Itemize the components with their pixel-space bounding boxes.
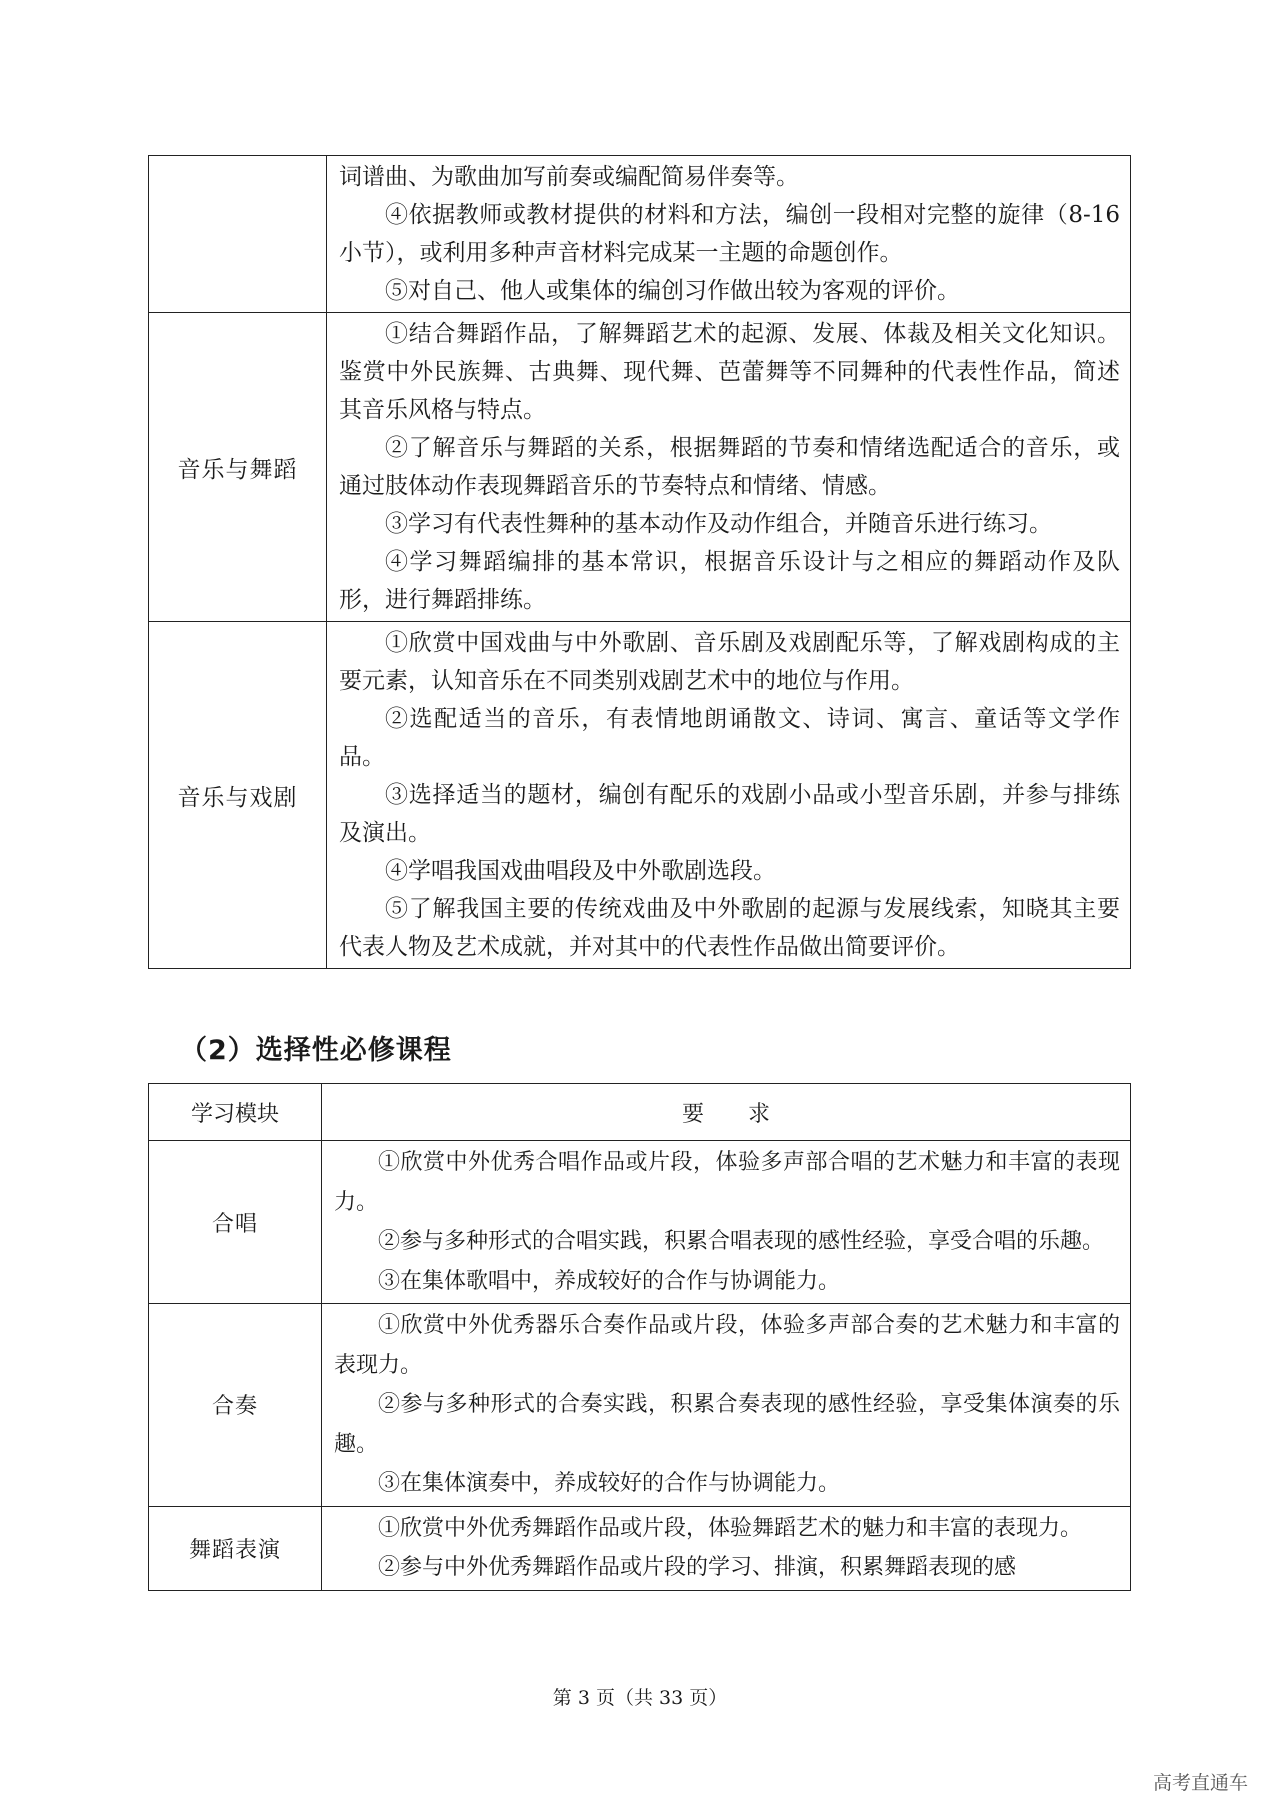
requirement-cell <box>322 1304 1131 1507</box>
requirement-item: ②选配适当的音乐，有表情地朗诵散文、诗词、寓言、童话等文学作品。 <box>339 706 1120 770</box>
requirement-item: ②参与多种形式的合唱实践，积累合唱表现的感性经验，享受合唱的乐趣。 <box>378 1229 1105 1254</box>
requirement-item: ④学唱我国戏曲唱段及中外歌剧选段。 <box>385 858 776 884</box>
table-header-row <box>149 1084 1131 1141</box>
table-row <box>149 1506 1131 1590</box>
header-requirement: 要 求 <box>322 1084 1131 1141</box>
module-cell: 音乐与戏剧 <box>149 622 327 969</box>
module-cell: 合唱 <box>149 1141 322 1304</box>
table-row <box>149 622 1131 969</box>
requirement-cell <box>327 156 1131 313</box>
table-row <box>149 1304 1131 1507</box>
requirement-item: ⑤了解我国主要的传统戏曲及中外歌剧的起源与发展线索，知晓其主要代表人物及艺术成就，并对其中的代表性作品做出简要评价。 <box>339 896 1120 960</box>
requirement-item: ③在集体演奏中，养成较好的合作与协调能力。 <box>378 1471 841 1496</box>
requirement-item: ①结合舞蹈作品，了解舞蹈艺术的起源、发展、体裁及相关文化知识。鉴赏中外民族舞、古典舞、现代舞、芭蕾舞等不同舞种的代表性作品，简述其音乐风格与特点。 <box>339 321 1120 423</box>
requirement-item: ②了解音乐与舞蹈的关系，根据舞蹈的节奏和情绪选配适合的音乐，或通过肢体动作表现舞蹈音乐的节奏特点和情绪、情感。 <box>339 435 1120 499</box>
requirement-item: ②参与多种形式的合奏实践，积累合奏表现的感性经验，享受集体演奏的乐趣。 <box>334 1392 1120 1457</box>
requirement-item: ③选择适当的题材，编创有配乐的戏剧小品或小型音乐剧，并参与排练及演出。 <box>339 782 1120 846</box>
requirement-item: ④依据教师或教材提供的材料和方法，编创一段相对完整的旋律（8-16 小节），或利用多种声音材料完成某一主题的命题创作。 <box>339 202 1120 266</box>
section-title: （2）选择性必修课程 <box>180 1035 452 1066</box>
module-cell: 合奏 <box>149 1304 322 1507</box>
requirement-item: ④学习舞蹈编排的基本常识，根据音乐设计与之相应的舞蹈动作及队形，进行舞蹈排练。 <box>339 549 1120 613</box>
module-cell: 舞蹈表演 <box>149 1506 322 1590</box>
requirement-item: ①欣赏中外优秀器乐合奏作品或片段，体验多声部合奏的艺术魅力和丰富的表现力。 <box>334 1313 1120 1378</box>
table-row <box>149 313 1131 622</box>
requirement-item: ①欣赏中外优秀舞蹈作品或片段，体验舞蹈艺术的魅力和丰富的表现力。 <box>378 1515 1083 1541</box>
elective-course-table <box>148 1083 1131 1591</box>
requirement-cell <box>327 313 1131 622</box>
requirement-item: ①欣赏中外优秀合唱作品或片段，体验多声部合唱的艺术魅力和丰富的表现力。 <box>334 1150 1120 1215</box>
requirement-item: ③学习有代表性舞种的基本动作及动作组合，并随音乐进行练习。 <box>385 511 1052 537</box>
requirement-item: ⑤对自己、他人或集体的编创习作做出较为客观的评价。 <box>385 278 960 304</box>
requirement-item: 词谱曲、为歌曲加写前奏或编配简易伴奏等。 <box>339 164 799 190</box>
table-row <box>149 1141 1131 1304</box>
requirement-cell <box>327 622 1131 969</box>
required-course-table <box>148 155 1131 969</box>
page-number: 第 3 页（共 33 页） <box>552 1687 728 1709</box>
module-cell: 音乐与舞蹈 <box>149 313 327 622</box>
requirement-cell <box>322 1506 1131 1590</box>
requirement-item: ①欣赏中国戏曲与中外歌剧、音乐剧及戏剧配乐等，了解戏剧构成的主要元素，认知音乐在不同类别戏剧艺术中的地位与作用。 <box>339 630 1120 694</box>
watermark: 高考直通车 <box>1152 1772 1248 1794</box>
header-module: 学习模块 <box>149 1084 322 1141</box>
requirement-cell <box>322 1141 1131 1304</box>
requirement-item: ②参与中外优秀舞蹈作品或片段的学习、排演，积累舞蹈表现的感 <box>378 1555 1017 1580</box>
table-row <box>149 156 1131 313</box>
module-cell <box>149 156 327 313</box>
requirement-item: ③在集体歌唱中，养成较好的合作与协调能力。 <box>378 1268 841 1294</box>
